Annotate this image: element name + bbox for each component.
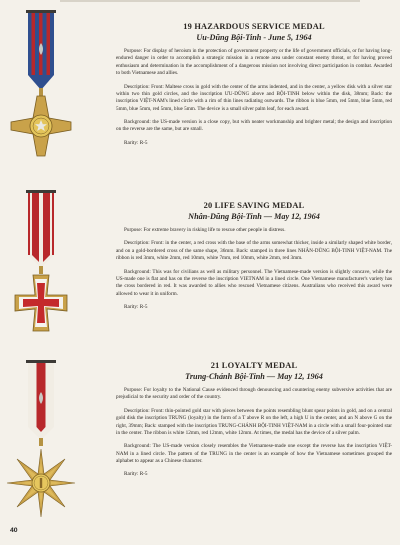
description-paragraph: Description: Front: Maltese cross in gold with the center of the arms indented, and in the center, a yellow disk with a silver star within two thin gold circles, and the inscription ƯU-DŨNG above and BỘI-TINH below within the disk, 38mm; Back: the inscription VIỆT-NAM's lined circle with a rim of thin lines radiating outwards. The ribbon is blue 5mm, red 5mm, blue 5mm, red 5mm, blue 5mm, red 5mm, blue 5mm. The device is a small silver palm leaf, for each award. — [116, 83, 392, 112]
section-title: 20 LIFE SAVING MEDAL — [203, 201, 305, 210]
loyalty-medal-image — [6, 358, 76, 538]
background-paragraph: Background: The US-made version closely resembles the Vietnamese-made one except the reverse has the inscription VIỆT-NAM in a lined circle. The pattern of the TRUNG in the center is an example of how the Vietnamese sometimes grouped the alphabet to appear as a Chinese character. — [116, 443, 392, 465]
section-loyalty-medal — [116, 361, 392, 483]
background-paragraph: Background: the US-made version is a close copy, but with neater workmanship and brighter metal; the design and inscription on the reverse are the same, but are small. — [116, 119, 392, 133]
page-top-edge — [60, 0, 360, 2]
page-number: 40 — [10, 527, 18, 534]
section-subtitle: Uu-Dũng Bội-Tinh - June 5, 1964 — [196, 32, 312, 42]
purpose-paragraph: Purpose: For loyalty to the National Cause evidenced through denouncing and countering enemy subversive activities that are prejudicial to the security and order of the country. — [116, 387, 392, 401]
purpose-paragraph: Purpose: For display of heroism in the protection of government property or the life of government officials, or for having long-endured danger in order to accomplish a strategic mission in a remote area under constant enemy threat, or for having proved enthusiasm and determination in the accomplishment of a dangerous mission not involving direct participation in combat. Awarded to both Vietnamese and allies. — [116, 48, 392, 77]
life-saving-medal-image — [6, 188, 76, 348]
purpose-paragraph: Purpose: For extreme bravery in risking life to rescue other people in distress. — [124, 227, 286, 234]
rarity-label: Rarity: R-5 — [124, 139, 148, 146]
section-title: 19 HAZARDOUS SERVICE MEDAL — [183, 22, 325, 31]
section-life-saving-medal — [116, 201, 392, 315]
background-paragraph: Background: This was for civilians as well as military personnel. The Vietnamese-made version is slightly concave, while the US-made one is flat and has on the reverse the inscription VIETNAM in a lined circle. One Vietnamese manufacturer's variety has the cross bordered in red. It was awarded to allies who rescued Vietnamese citizens. Australians who received this award were allowed to wear it in uniform. — [116, 268, 392, 297]
rarity-label: Rarity: R-5 — [124, 471, 148, 478]
section-hazardous-service-medal — [116, 22, 392, 151]
section-subtitle: Nhân-Dũng Bội-Tinh — May 12, 1964 — [188, 211, 320, 221]
rarity-label: Rarity: R-5 — [124, 304, 148, 311]
hazardous-service-medal-image — [6, 8, 76, 168]
section-subtitle: Trung-Chánh Bội-Tinh — May 12, 1964 — [185, 371, 323, 381]
section-title: 21 LOYALTY MEDAL — [210, 361, 298, 370]
description-paragraph: Description: Front: in the center, a red cross with the base of the arms somewhat thicker, inside a similarly shaped white border, and on a gold-bordered cross of the same shape, 36mm. Back: stamped in three lines NHÂN-DŨNG BỘI-TINH VIỆT-NAM. The ribbon is red 3mm, white 2mm, red 10mm, white 7mm, red 10mm, white 2mm, red 3mm. — [116, 240, 392, 262]
description-paragraph: Description: Front: thin-pointed gold star with pieces between the points resembling blunt spear points in gold, and on a central gold disk the inscription TRUNG (loyalty) in the form of a T above R on the left, a high U in the center, and an N above G on the right, 39mm; Back: stamped with the inscription TRUNG-CHÁNH BỘI-TINH VIỆT-NAM in a circle with a small four-pointed star in the center. The ribbon is white 12mm, red 12mm, white 12mm. At times, the medal has the device of a silver palm. — [116, 407, 392, 436]
